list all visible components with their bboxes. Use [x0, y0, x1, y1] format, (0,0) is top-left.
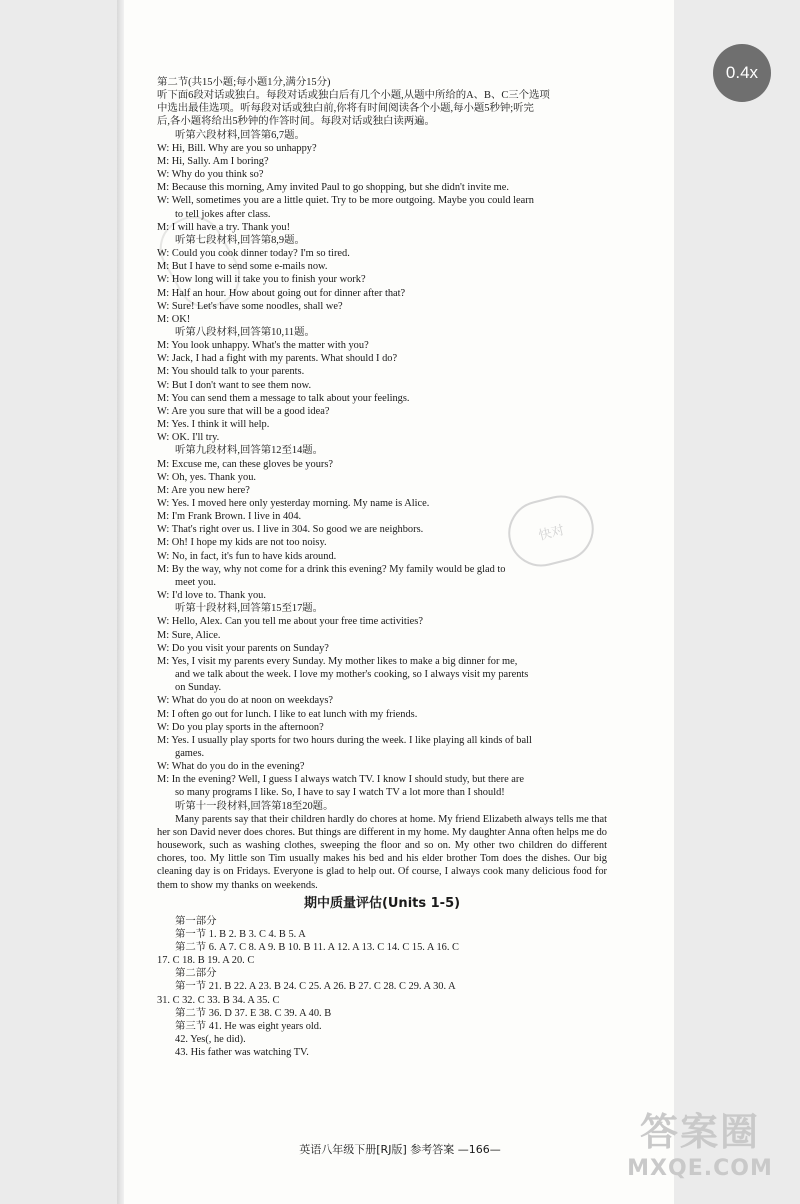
- transcript-line: W: Hello, Alex. Can you tell me about your free time activities?: [157, 616, 423, 628]
- transcript-line: M: In the evening? Well, I guess I always watch TV. I know I should study, but there are: [157, 774, 524, 786]
- transcript-line: W: Do you visit your parents on Sunday?: [157, 642, 329, 654]
- transcript-line: W: I'd love to. Thank you.: [157, 590, 266, 602]
- zoom-level-badge[interactable]: 0.4x: [713, 44, 771, 102]
- transcript-line: 听第七段材料,回答第8,9题。: [175, 234, 305, 246]
- transcript-line: M: But I have to send some e-mails now.: [157, 261, 328, 273]
- transcript-line: M: Sure, Alice.: [157, 629, 221, 641]
- section-heading: 期中质量评估(Units 1-5): [303, 895, 461, 911]
- transcript-line: W: Jack, I had a fight with my parents. What should I do?: [157, 353, 398, 365]
- transcript-line: W: What do you do at noon on weekdays?: [157, 695, 334, 707]
- transcript-line: 听第十段材料,回答第15至17题。: [175, 603, 324, 615]
- transcript-line: M: Oh! I hope my kids are not too noisy.: [157, 537, 327, 549]
- transcript-line: so many programs I like. So, I have to say I watch TV a lot more than I should!: [175, 787, 505, 799]
- listening-transcript: [157, 76, 607, 813]
- transcript-line: M: I'm Frank Brown. I live in 404.: [157, 511, 302, 523]
- transcript-line: W: Are you sure that will be a good idea?: [157, 405, 330, 417]
- transcript-line: M: You can send them a message to talk about your feelings.: [157, 392, 410, 404]
- watermark-logo-text: 答案圈: [639, 1110, 760, 1154]
- transcript-line: M: Are you new here?: [157, 484, 250, 496]
- transcript-line: W: But I don't want to see them now.: [157, 379, 312, 391]
- transcript-line: M: Half an hour. How about going out for dinner after that?: [157, 287, 406, 299]
- transcript-line: M: Excuse me, can these gloves be yours?: [157, 458, 334, 470]
- transcript-line: M: Because this morning, Amy invited Paul to go shopping, but she didn't invite me.: [157, 182, 509, 194]
- transcript-line: M: Yes. I usually play sports for two hours during the week. I like playing all kinds of ball: [157, 734, 532, 746]
- transcript-line: M: I will have a try. Thank you!: [157, 221, 291, 233]
- transcript-line: on Sunday.: [175, 682, 222, 694]
- answer-line: 43. His father was watching TV.: [175, 1047, 309, 1059]
- watermark-logo-url: MXQE.COM: [627, 1156, 773, 1181]
- answer-key-content: [157, 76, 607, 1059]
- transcript-line: 听第十一段材料,回答第18至20题。: [175, 800, 334, 812]
- transcript-line: W: Why do you think so?: [157, 169, 264, 181]
- transcript-line: M: Yes, I visit my parents every Sunday. My mother likes to make a big dinner for me,: [157, 655, 518, 667]
- answer-line: 第一节 1. B 2. B 3. C 4. B 5. A: [175, 928, 306, 940]
- transcript-line: W: Well, sometimes you are a little quiet. Try to be more outgoing. Maybe you could learn: [157, 195, 534, 207]
- transcript-line: W: No, in fact, it's fun to have kids around.: [157, 550, 337, 562]
- transcript-line: 听第八段材料,回答第10,11题。: [175, 326, 315, 338]
- transcript-line: W: Do you play sports in the afternoon?: [157, 721, 324, 733]
- transcript-line: games.: [175, 747, 205, 759]
- answer-line: 42. Yes(, he did).: [175, 1034, 246, 1046]
- transcript-line: W: That's right over us. I live in 304. So good we are neighbors.: [157, 524, 424, 536]
- transcript-line: and we talk about the week. I love my mother's cooking, so I always visit my parents: [175, 669, 529, 681]
- transcript-line: W: Oh, yes. Thank you.: [157, 471, 256, 483]
- transcript-line: to tell jokes after class.: [175, 208, 271, 220]
- transcript-line: 听下面6段对话或独白。每段对话或独白后有几个小题,从题中所给的A、B、C三个选项: [157, 90, 550, 102]
- answer-line: 第二部分: [175, 968, 217, 980]
- transcript-line: meet you.: [175, 576, 216, 588]
- transcript-line: M: Hi, Sally. Am I boring?: [157, 155, 269, 167]
- answer-line: 第一部分: [175, 915, 217, 927]
- answer-list: [157, 915, 607, 1060]
- transcript-line: M: Yes. I think it will help.: [157, 419, 270, 431]
- answer-line: 第一节 21. B 22. A 23. B 24. C 25. A 26. B 27. C 28. C 29. A 30. A: [175, 981, 456, 993]
- transcript-line: 第二节(共15小题;每小题1分,满分15分): [157, 77, 331, 88]
- passage-paragraph: Many parents say that their children hardly do chores at home. My friend Elizabeth always tells me that her son David never does chores. But things are different in my home. My daughter Anna often helps me do housework, such as washing clothes, sweeping the floor and so on. My other two children do different chores, too. My little son Tim usually makes his bed and his elder brother Tom does the dishes. Our big cleaning day is on Fridays. Everyone is glad to help out. Of course, I always cook many delicious food for them to show my thanks on weekends.: [157, 813, 607, 891]
- watermark-stamp: 快对: [501, 489, 600, 574]
- answer-line: 第三节 41. He was eight years old.: [175, 1020, 322, 1032]
- transcript-line: 后,各小题将给出5秒钟的作答时间。每段对话或独白读两遍。: [157, 116, 435, 128]
- answer-line: 17. C 18. B 19. A 20. C: [157, 955, 255, 967]
- transcript-line: W: How long will it take you to finish your work?: [157, 274, 366, 286]
- transcript-line: M: You look unhappy. What's the matter with you?: [157, 340, 369, 352]
- transcript-line: M: By the way, why not come for a drink this evening? My family would be glad to: [157, 563, 506, 575]
- transcript-line: W: OK. I'll try.: [157, 432, 220, 444]
- answer-line: 第二节 36. D 37. E 38. C 39. A 40. B: [175, 1007, 332, 1019]
- page-footer: 英语八年级下册[RJ版] 参考答案 —166—: [299, 1143, 501, 1156]
- transcript-line: 中选出最佳选项。听每段对话或独白前,你将有时间阅读各个小题,每小题5秒钟;听完: [157, 103, 534, 115]
- answer-line: 31. C 32. C 33. B 34. A 35. C: [157, 994, 280, 1006]
- transcript-line: W: Could you cook dinner today? I'm so tired.: [157, 248, 350, 260]
- corner-watermark-logo: [610, 1110, 790, 1198]
- transcript-line: M: I often go out for lunch. I like to eat lunch with my friends.: [157, 708, 418, 720]
- transcript-line: W: What do you do in the evening?: [157, 761, 305, 773]
- page-edge-shadow: [117, 0, 124, 1204]
- transcript-line: W: Sure! Let's have some noodles, shall we?: [157, 300, 343, 312]
- transcript-line: W: Hi, Bill. Why are you so unhappy?: [157, 142, 317, 154]
- transcript-line: 听第六段材料,回答第6,7题。: [175, 129, 305, 141]
- transcript-line: M: You should talk to your parents.: [157, 366, 305, 378]
- transcript-line: W: Yes. I moved here only yesterday morning. My name is Alice.: [157, 498, 430, 509]
- answer-line: 第二节 6. A 7. C 8. A 9. B 10. B 11. A 12. A 13. C 14. C 15. A 16. C: [175, 942, 459, 953]
- transcript-line: M: OK!: [157, 313, 191, 325]
- transcript-line: 听第九段材料,回答第12至14题。: [175, 445, 324, 457]
